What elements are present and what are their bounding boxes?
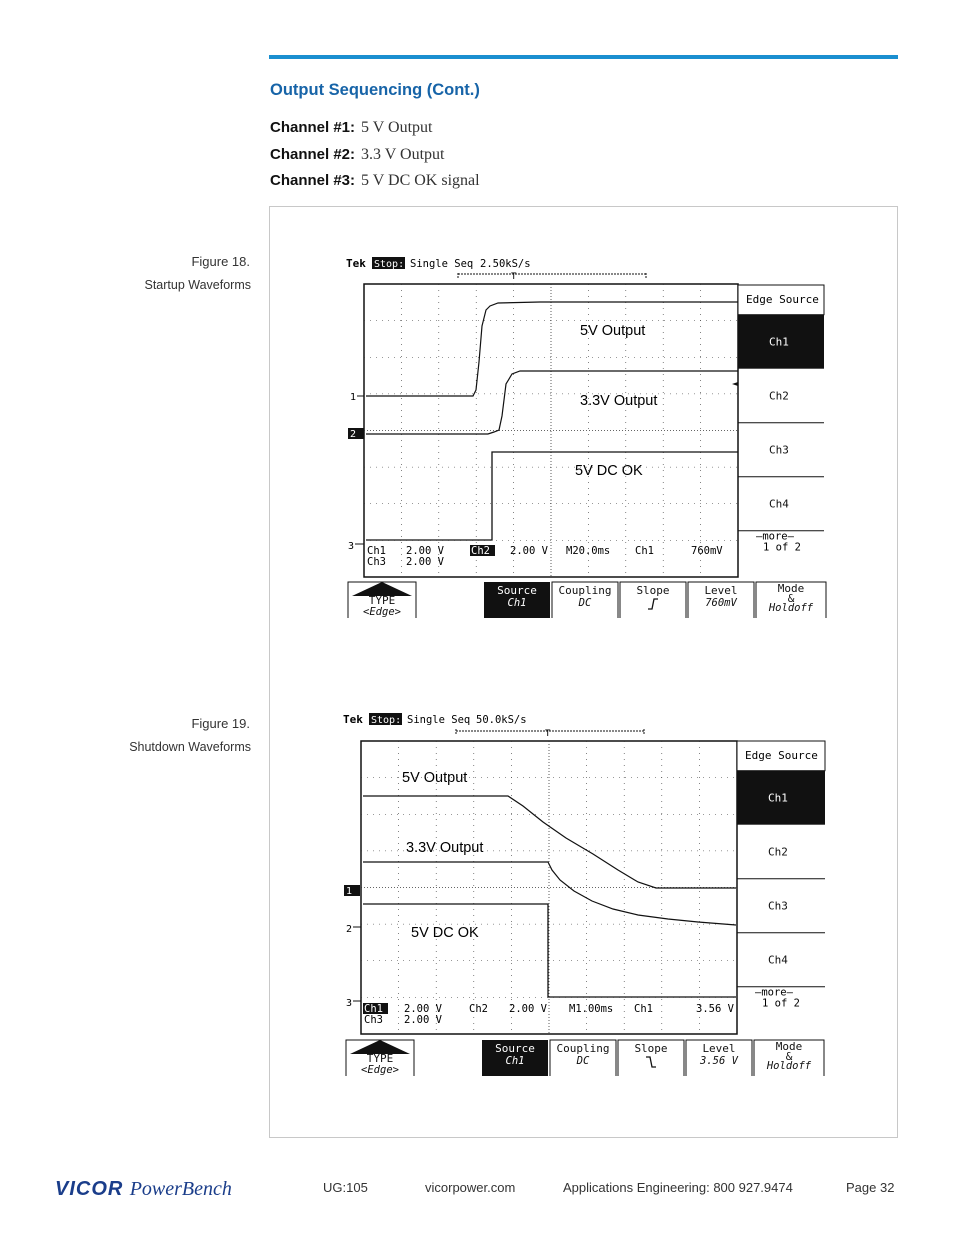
bottom-menu-value: Holdoff (768, 602, 814, 614)
side-menu-ch4[interactable] (738, 498, 824, 531)
bottom-menu-level[interactable] (688, 582, 754, 618)
bottom-menu-slope[interactable] (620, 582, 686, 618)
sample-rate: 2.50kS/s (480, 258, 531, 270)
bottom-menu-value: Holdoff (766, 1060, 812, 1072)
bottom-menu-level[interactable] (686, 1040, 752, 1076)
trace-dc-ok (366, 452, 738, 540)
marker-3: 3 (346, 998, 353, 1009)
brand-wordmark: VICOR (55, 1178, 124, 1200)
readout-ch1-scale: 2.00 V (406, 545, 444, 557)
bottom-menu-title: Source (495, 1042, 535, 1055)
waveform-traces (366, 302, 738, 540)
marker-1: 1 (346, 886, 353, 897)
bottom-menu-title: Source (497, 584, 537, 597)
annotation-3v3-output: 3.3V Output (580, 393, 658, 409)
bottom-menu-value: 3.56 V (700, 1055, 738, 1067)
channel-1-value: 5 V Output (361, 119, 433, 136)
channel-2-value: 3.3 V Output (361, 146, 445, 163)
rising-edge-icon (648, 599, 658, 609)
bottom-menu-coupling[interactable] (552, 582, 618, 618)
readout-ch1: Ch1 (364, 1003, 383, 1015)
side-menu-label: Ch1 (768, 791, 788, 805)
channel-3-value: 5 V DC OK signal (361, 172, 480, 189)
annotation-dc-ok: 5V DC OK (411, 925, 479, 941)
header-rule (269, 55, 898, 59)
channel-3-line (270, 171, 480, 190)
tek-label: Tek (343, 713, 363, 726)
readout-trigger-src: Ch1 (635, 545, 654, 557)
graticule-grid (364, 284, 738, 577)
figure-19-caption: Shutdown Waveforms (129, 740, 251, 754)
waveform-traces (363, 796, 736, 997)
bottom-menu-value: Ch1 (505, 1055, 525, 1067)
bottom-menu-type[interactable] (348, 582, 416, 618)
trace-3v3-output (363, 862, 736, 925)
bottom-menu-value: 760mV (705, 597, 737, 609)
bottom-menu (346, 1040, 824, 1076)
side-menu-label: Ch4 (768, 953, 788, 967)
stop-label: Stop: (374, 259, 405, 270)
channel-2-label: Channel #2: (270, 146, 356, 163)
marker-2: 2 (350, 429, 357, 440)
side-menu-label: Ch3 (768, 899, 788, 913)
more-label[interactable]: –more– (755, 986, 793, 999)
side-menu-ch1[interactable] (737, 771, 825, 825)
readout-timebase: M1.00ms (569, 1003, 614, 1015)
page-of-label: 1 of 2 (762, 997, 800, 1010)
footer-logo (55, 1176, 232, 1201)
section-title: Output Sequencing (Cont.) (270, 81, 480, 99)
oscilloscope-startup (340, 252, 830, 620)
bottom-menu-title: TYPE (368, 594, 396, 607)
readout-ch3: Ch3 (367, 556, 386, 568)
readout-timebase: M20.0ms (566, 545, 611, 557)
bottom-menu-title: Level (702, 1042, 736, 1055)
readout-trigger-level: 760mV (691, 545, 723, 557)
bottom-menu-title: Mode (777, 582, 805, 595)
side-menu-ch4[interactable] (737, 954, 825, 987)
record-bracket (458, 273, 646, 278)
readout-ch2: Ch2 (469, 1003, 488, 1015)
readout-ch2-scale: 2.00 V (509, 1003, 547, 1015)
footer-apps-phone: Applications Engineering: 800 927.9474 (563, 1180, 793, 1195)
annotation-dc-ok: 5V DC OK (575, 463, 643, 479)
marker-3: 3 (348, 541, 355, 552)
trigger-T-marker: T (511, 272, 517, 282)
readout-ch1-scale: 2.00 V (404, 1003, 442, 1015)
bottom-menu-amp: & (787, 592, 795, 605)
edge-source-label: Edge Source (745, 749, 818, 762)
figure-19-number: Figure 19. (191, 716, 250, 731)
trigger-level-marker (732, 382, 738, 386)
figure-18-number: Figure 18. (191, 254, 250, 269)
readout-trigger-level: 3.56 V (696, 1003, 734, 1015)
marker-2: 2 (346, 924, 353, 935)
bottom-menu-coupling[interactable] (550, 1040, 616, 1076)
readout-ch3: Ch3 (364, 1014, 383, 1026)
bottom-menu-title: Slope (636, 584, 670, 597)
trace-3v3-output (366, 371, 738, 434)
readout-ch3-scale: 2.00 V (406, 556, 444, 568)
readout-ch3-scale: 2.00 V (404, 1014, 442, 1026)
bottom-menu-type[interactable] (346, 1040, 414, 1076)
tek-label: Tek (346, 257, 366, 270)
trace-5v-output (366, 302, 738, 396)
bottom-menu-source[interactable] (484, 582, 550, 618)
bottom-menu-title: Level (704, 584, 738, 597)
oscilloscope-shutdown (338, 708, 830, 1078)
footer-website: vicorpower.com (425, 1180, 516, 1195)
more-label[interactable]: –more– (756, 530, 794, 543)
annotation-5v-output: 5V Output (580, 323, 646, 339)
side-menu-label: Ch2 (768, 845, 788, 859)
readout-ch2-scale: 2.00 V (510, 545, 548, 557)
acq-mode: Single Seq (407, 714, 471, 726)
acq-mode: Single Seq (410, 258, 474, 270)
bottom-menu-slope[interactable] (618, 1040, 684, 1076)
side-menu-label: Ch4 (769, 497, 789, 511)
footer-doc-id: UG:105 (323, 1180, 368, 1195)
bottom-menu-value: <Edge> (361, 1064, 399, 1076)
channel-1-line (270, 118, 432, 137)
side-menu-ch1[interactable] (738, 315, 824, 369)
bottom-menu-source[interactable] (482, 1040, 548, 1076)
bottom-menu-title: Coupling (558, 584, 612, 597)
page-of-label: 1 of 2 (763, 541, 801, 554)
side-menu-label: Ch1 (769, 335, 789, 349)
edge-source-label: Edge Source (746, 293, 819, 306)
product-wordmark: PowerBench (129, 1178, 232, 1200)
bottom-menu-title: Slope (634, 1042, 668, 1055)
annotation-3v3-output: 3.3V Output (406, 840, 484, 856)
side-menu (737, 741, 825, 1010)
trace-dc-ok (363, 904, 736, 997)
bottom-menu-title: TYPE (366, 1052, 394, 1065)
falling-edge-icon (646, 1057, 656, 1067)
side-menu-ch2[interactable] (738, 390, 824, 423)
side-menu-ch3[interactable] (737, 900, 825, 933)
figure-18-caption: Startup Waveforms (144, 278, 251, 292)
bottom-menu-title: Mode (775, 1040, 803, 1053)
footer-page-number: Page 32 (846, 1180, 895, 1195)
bottom-menu-value: DC (576, 1055, 590, 1067)
bottom-menu-mode[interactable] (756, 582, 826, 618)
readout-ch1: Ch1 (367, 545, 386, 557)
bottom-menu-value: Ch1 (507, 597, 527, 609)
marker-1: 1 (350, 392, 357, 403)
bottom-menu-title: Coupling (556, 1042, 610, 1055)
bottom-menu-mode[interactable] (754, 1040, 824, 1076)
bottom-menu (348, 582, 826, 618)
readout-trigger-src: Ch1 (634, 1003, 653, 1015)
bottom-menu-value: <Edge> (363, 606, 401, 618)
side-menu-label: Ch3 (769, 443, 789, 457)
side-menu-ch2[interactable] (737, 846, 825, 879)
side-menu-label: Ch2 (769, 389, 789, 403)
sample-rate: 50.0kS/s (476, 714, 527, 726)
side-menu (738, 285, 824, 554)
channel-2-line (270, 145, 444, 164)
bottom-menu-amp: & (785, 1050, 793, 1063)
bottom-menu-value: DC (578, 597, 592, 609)
readout-ch2: Ch2 (471, 545, 490, 557)
side-menu-ch3[interactable] (738, 444, 824, 477)
channel-1-label: Channel #1: (270, 119, 356, 136)
stop-label: Stop: (371, 715, 402, 726)
annotation-5v-output: 5V Output (402, 770, 468, 786)
trigger-T-marker: T (545, 729, 551, 739)
channel-3-label: Channel #3: (270, 172, 356, 189)
